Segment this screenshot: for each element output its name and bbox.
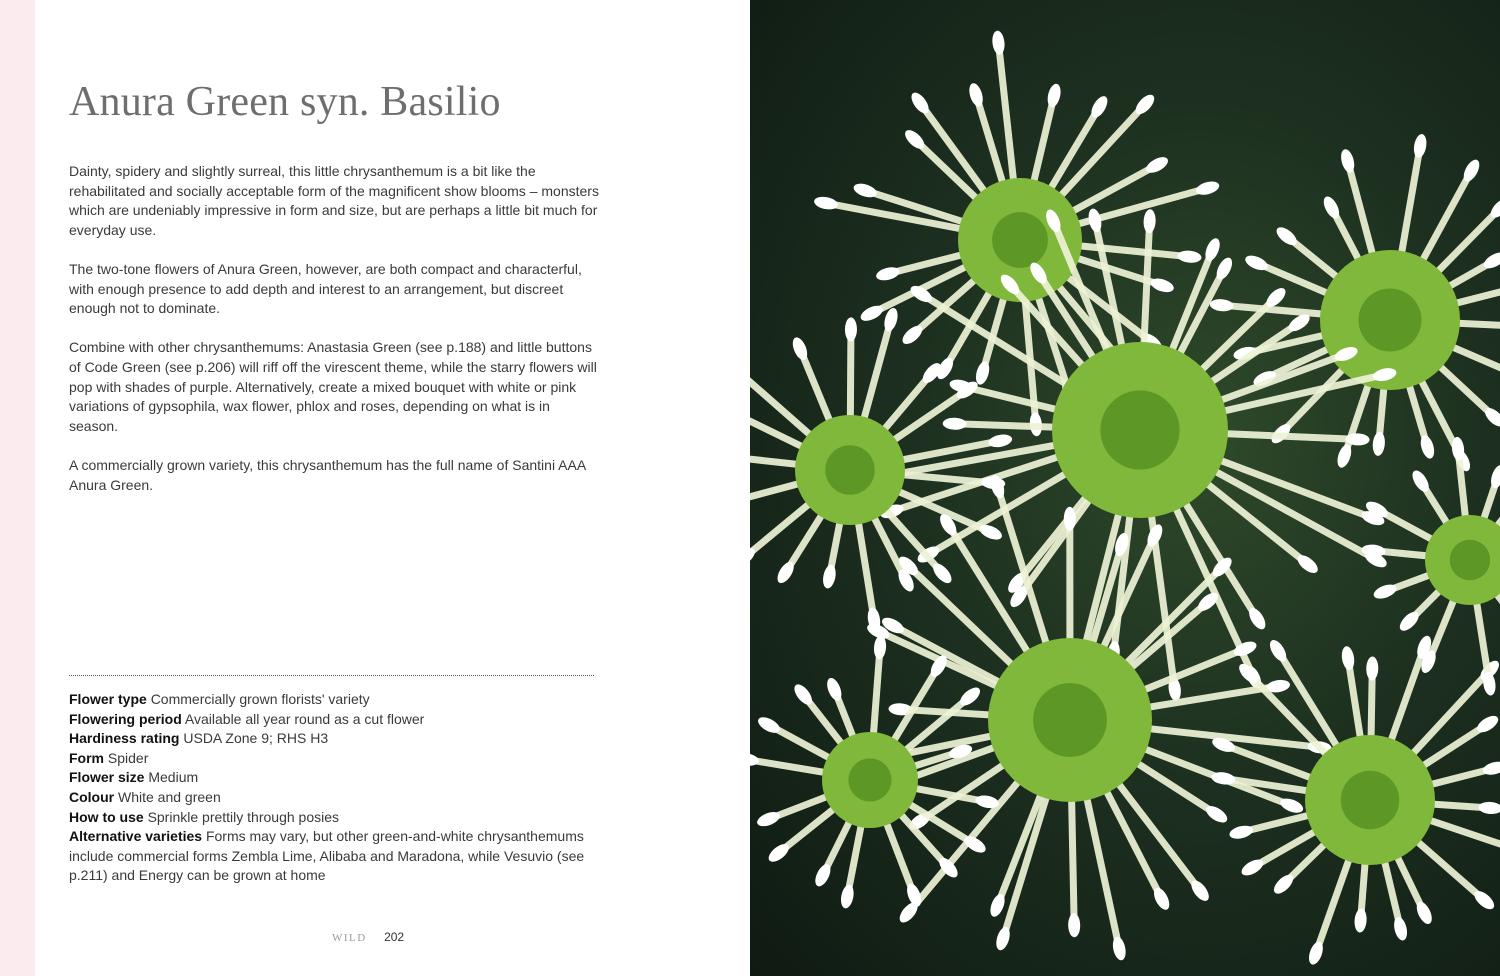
flower-center-inner — [1033, 683, 1107, 757]
petal-tip — [1392, 916, 1409, 942]
petal-tip — [1068, 913, 1080, 937]
petal-tip — [1087, 207, 1104, 233]
petal-tip — [875, 265, 901, 283]
petal-tip — [821, 564, 837, 590]
petal-tip — [1488, 463, 1500, 490]
paragraph: Dainty, spidery and slightly surreal, this little chrysanthemum is a bit like the rehabilitated and socially acceptable form of the magnificent show blooms – monsters which are undeniably impressive in form and size, but are perhaps a little bit much for everyday use. — [69, 163, 599, 238]
dotted-divider — [69, 675, 594, 676]
spec-row — [69, 827, 599, 886]
paragraph: The two-tone flowers of Anura Green, however, are both compact and characterful, with enough presence to add depth and interest to an arrangement, but discreet enough not to dominate. — [69, 260, 582, 317]
petal-tip — [1412, 133, 1428, 159]
spec-value: Sprinkle prettily through posies — [147, 808, 339, 825]
spec-label: Flower size — [69, 769, 145, 786]
spec-label: How to use — [69, 808, 144, 825]
flower-bloom — [1210, 634, 1500, 966]
petal-tip — [1177, 250, 1202, 264]
page-edge-strip — [0, 0, 35, 976]
petal-tip — [1339, 148, 1357, 174]
flower-center-inner — [1100, 390, 1179, 469]
petal-tip — [873, 635, 887, 660]
petal-tip — [1209, 298, 1234, 312]
petal-tip — [845, 317, 857, 341]
flower-center-inner — [1359, 289, 1422, 352]
petal-tip — [1418, 434, 1436, 460]
paragraph: Combine with other chrysanthemums: Anastasia Green (see p.188) and little buttons of Code Green (see p.206) will riff off the virescent theme, while the starry flowers will pop with shades of purple. Alternatively, create a mixed bouquet with white or pink variations of gypsophila, wax flower, phlox and roses, depending on what is in season. — [69, 339, 597, 434]
page-number: 202 — [384, 930, 405, 944]
flower-center-inner — [848, 758, 891, 801]
page-title: Anura Green syn. Basilio — [69, 79, 501, 125]
spec-value: Medium — [148, 769, 199, 786]
petal-tip — [1046, 82, 1063, 108]
flower-bloom — [750, 307, 1013, 633]
flower-bloom — [750, 635, 1000, 909]
petal-tip — [1064, 507, 1076, 531]
flower-illustration — [750, 0, 1500, 976]
petal-tip — [813, 195, 839, 211]
spec-label: Hardiness rating — [69, 730, 180, 747]
petal-tip — [1194, 179, 1220, 197]
spec-value: USDA Zone 9; RHS H3 — [183, 730, 329, 747]
chrysanthemum-photo — [750, 0, 1500, 976]
page-footer — [332, 930, 404, 944]
petal-tip — [1354, 908, 1368, 933]
spec-list — [69, 690, 599, 886]
petal-tip — [1366, 656, 1378, 680]
flower-bloom — [1209, 133, 1500, 474]
spec-label: Alternative varieties — [69, 828, 203, 845]
spec-value: White and green — [118, 788, 221, 805]
petal-tip — [1228, 823, 1254, 840]
spec-value: Spider — [107, 749, 149, 766]
petal-tip — [974, 360, 992, 386]
spec-row — [69, 690, 599, 710]
spec-row — [69, 710, 599, 730]
flower-center-inner — [825, 445, 875, 495]
spec-label: Form — [69, 749, 104, 766]
flower-center-inner — [1341, 771, 1400, 830]
petal-tip — [1143, 209, 1156, 234]
petal-tip — [987, 433, 1013, 449]
flower-center-inner — [1450, 540, 1491, 581]
paragraph: A commercially grown variety, this chrysanthemum has the full name of Santini AAA Anura Green. — [69, 456, 586, 493]
spec-value: Commercially grown florists' variety — [150, 691, 370, 707]
spec-label: Colour — [69, 788, 115, 805]
left-page — [35, 0, 750, 976]
flower-bloom — [874, 207, 1398, 701]
spec-row — [69, 788, 599, 808]
petal-tip — [1111, 935, 1128, 961]
petal-tip — [1340, 645, 1356, 671]
spec-value: Forms may vary, but other green-and-white chrysanthemums include commercial forms Zembla Lime, Alibaba and Maradona, while Vesuvio (see p.211) and Energy can be grown at home — [69, 828, 585, 884]
petal-tip — [1478, 801, 1500, 815]
spec-label: Flower type — [69, 691, 147, 707]
petal-tip — [991, 30, 1006, 55]
flower-center-inner — [992, 212, 1048, 268]
petal-tip — [750, 752, 760, 768]
spec-row — [69, 768, 599, 788]
spec-value: Available all year round as a cut flower — [184, 710, 425, 727]
spec-row — [69, 749, 599, 769]
spec-label: Flowering period — [69, 710, 182, 727]
spec-row — [69, 808, 599, 828]
body-text — [69, 162, 599, 515]
petal-tip — [839, 884, 855, 910]
petal-tip — [1372, 431, 1386, 456]
petal-tip — [943, 417, 967, 430]
section-name: WILD — [332, 932, 367, 944]
spec-row — [69, 729, 599, 749]
